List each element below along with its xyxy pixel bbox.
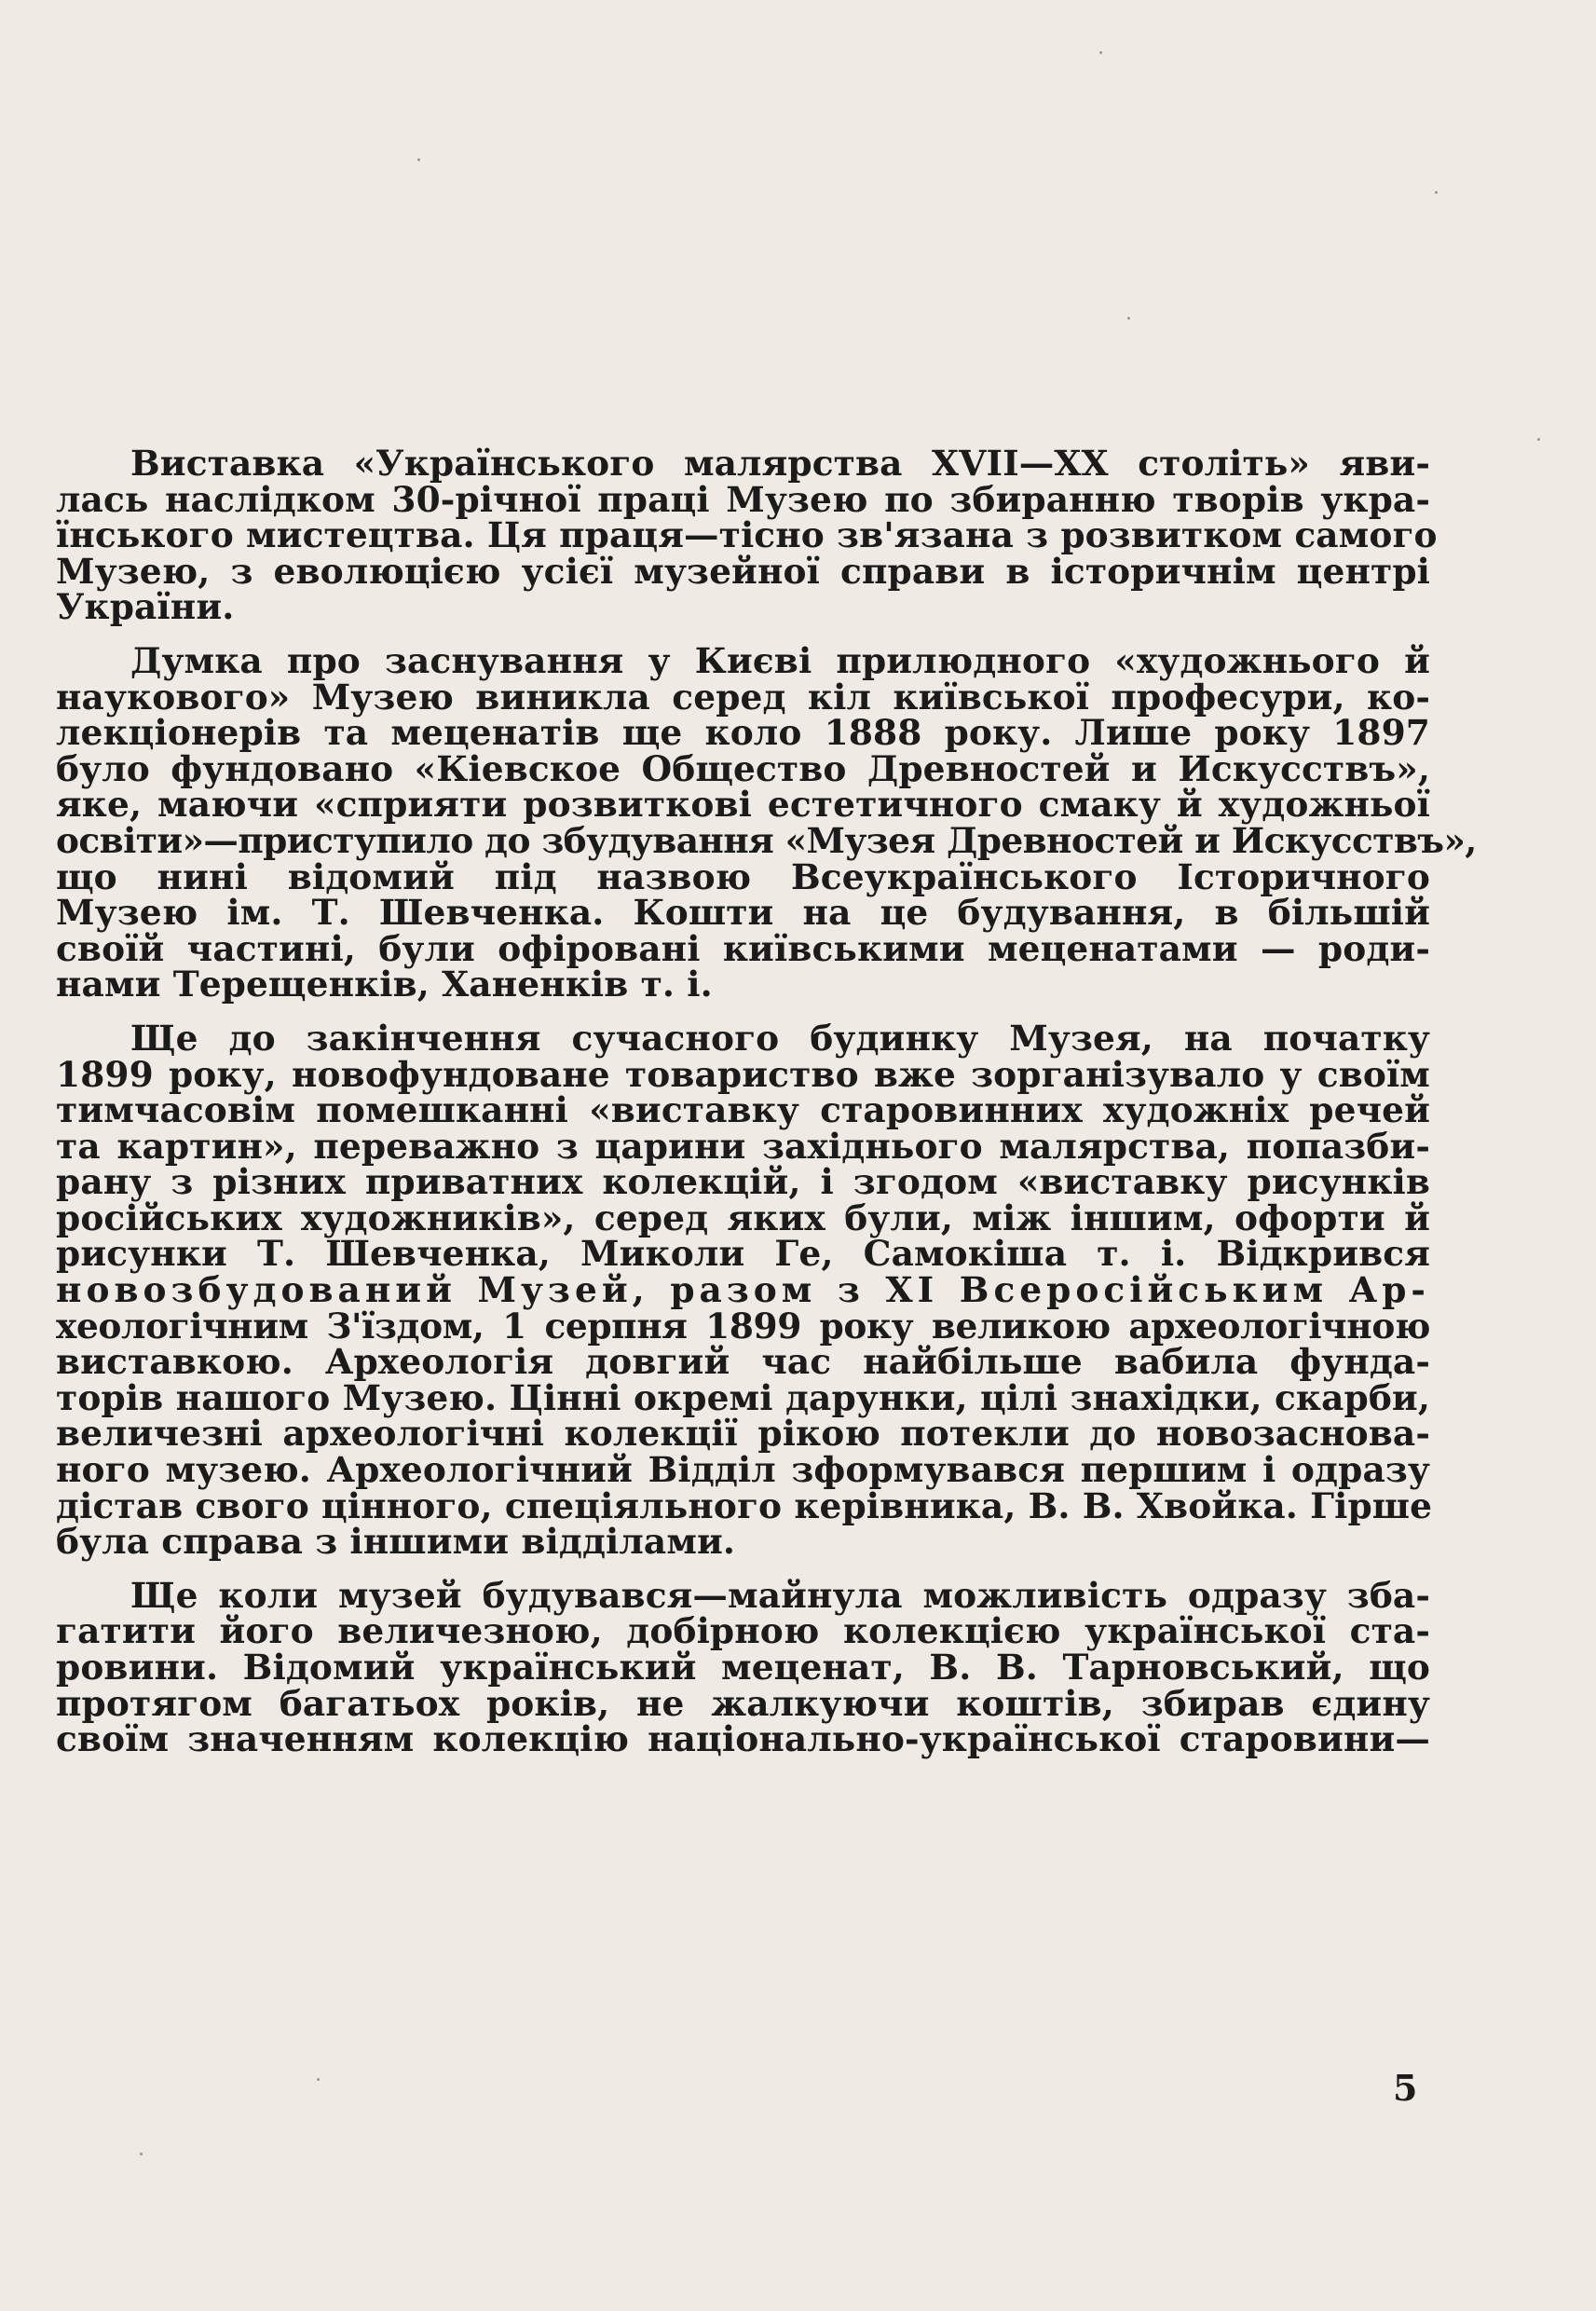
text-line: величезні археологічні колекції рікою потекли до новозаснова- [56, 1413, 1430, 1455]
paper-speck [1099, 51, 1102, 54]
paper-speck [1127, 317, 1130, 320]
text-line: Музею, з еволюцією усієї музейної справи в історичнім центрі [56, 550, 1430, 592]
text-line: України. [56, 586, 235, 628]
paragraph-4 [56, 1574, 1430, 1760]
paragraph-2 [56, 639, 1477, 1005]
paragraph-1 [56, 443, 1438, 628]
paper-speck [1435, 191, 1438, 194]
text-line: яке, маючи «сприяти розвиткові естетичного смаку й художньої [56, 784, 1430, 826]
body-text [56, 443, 1477, 1760]
text-line: Музею ім. Т. Шевченка. Кошти на це будування, в більшій [56, 892, 1430, 934]
page-number: 5 [1393, 2067, 1418, 2109]
text-line: протягом багатьох років, не жалкуючи коштів, збирав єдину [56, 1682, 1430, 1724]
text-line: наукового» Музею виникла серед кіл київської професури, ко- [56, 676, 1430, 718]
text-line: гатити його величезною, добірною колекцією української ста- [56, 1610, 1430, 1652]
text-line: російських художників», серед яких були, між іншим, офорти й [56, 1197, 1430, 1238]
text-line: Думка про заснування у Києві прилюдного «художнього й [130, 639, 1430, 681]
text-line: Ще до закінчення сучасного будинку Музея, на початку [130, 1017, 1430, 1059]
text-line: було фундовано «Кіевское Общество Древностей и Искусствъ», [56, 747, 1430, 789]
text-line: та картин», переважно з царини західнього малярства, попазби- [56, 1125, 1430, 1167]
text-line: лекціонерів та меценатів ще коло 1888 року. Лише року 1897 [56, 712, 1430, 754]
text-line: торів нашого Музею. Цінні окремі дарунки, цілі знахідки, скарби, [56, 1376, 1430, 1418]
text-line: їнського мистецтва. Ця праця—тісно зв'язана з розвитком самого [56, 514, 1438, 556]
text-line: ровини. Відомий український меценат, В. В. Тарновський, що [56, 1647, 1430, 1688]
text-line: хеологічним З'їздом, 1 серпня 1899 року великою археологічною [56, 1305, 1430, 1347]
text-line: своїм значенням колекцію національно-української старовини— [56, 1718, 1430, 1760]
paper-speck [1537, 438, 1540, 441]
text-line: Ще коли музей будувався—майнула можливість одразу зба- [130, 1574, 1430, 1616]
paper-speck [417, 158, 420, 161]
text-line: була справа з іншими відділами. [56, 1521, 736, 1563]
paper-speck [140, 2153, 143, 2155]
text-line: що нині відомий під назвою Всеукраїнського Історичного [56, 855, 1430, 897]
text-line: рану з різних приватних колекцій, і згодом «виставку рисунків [56, 1161, 1430, 1203]
text-line: нами Терещенків, Ханенків т. і. [56, 964, 713, 1005]
text-line: своїй частині, були офіровані київськими меценатами — роди- [56, 927, 1430, 969]
text-line: рисунки Т. Шевченка, Миколи Ге, Самокіша т. і. Відкрився [56, 1233, 1430, 1275]
text-line: освіти»—приступило до збудування «Музея Древностей и Искусствъ», [56, 819, 1477, 861]
text-line: ного музею. Археологічний Відділ зформувався першим і одразу [56, 1449, 1430, 1491]
text-line: лась наслідком 30-річної праці Музею по збиранню творів укра- [56, 478, 1430, 520]
text-line: 1899 року, новофундоване товариство вже зорганізувало у своїм [56, 1053, 1430, 1095]
paragraph-3 [56, 1017, 1433, 1563]
paper-speck [317, 2078, 320, 2081]
text-line: Виставка «Українського малярства XVII—XX століть» яви- [130, 443, 1430, 484]
text-line: виставкою. Археологія довгий час найбільше вабила фунда- [56, 1341, 1430, 1383]
text-line: новозбудований Музей, разом з XI Всеросійським Ар- [56, 1269, 1430, 1311]
text-line: тимчасовім помешканні «виставку старовинних художніх речей [56, 1089, 1430, 1131]
text-line: дістав свого цінного, спеціяльного керівника, В. В. Хвойка. Гірше [56, 1484, 1433, 1526]
